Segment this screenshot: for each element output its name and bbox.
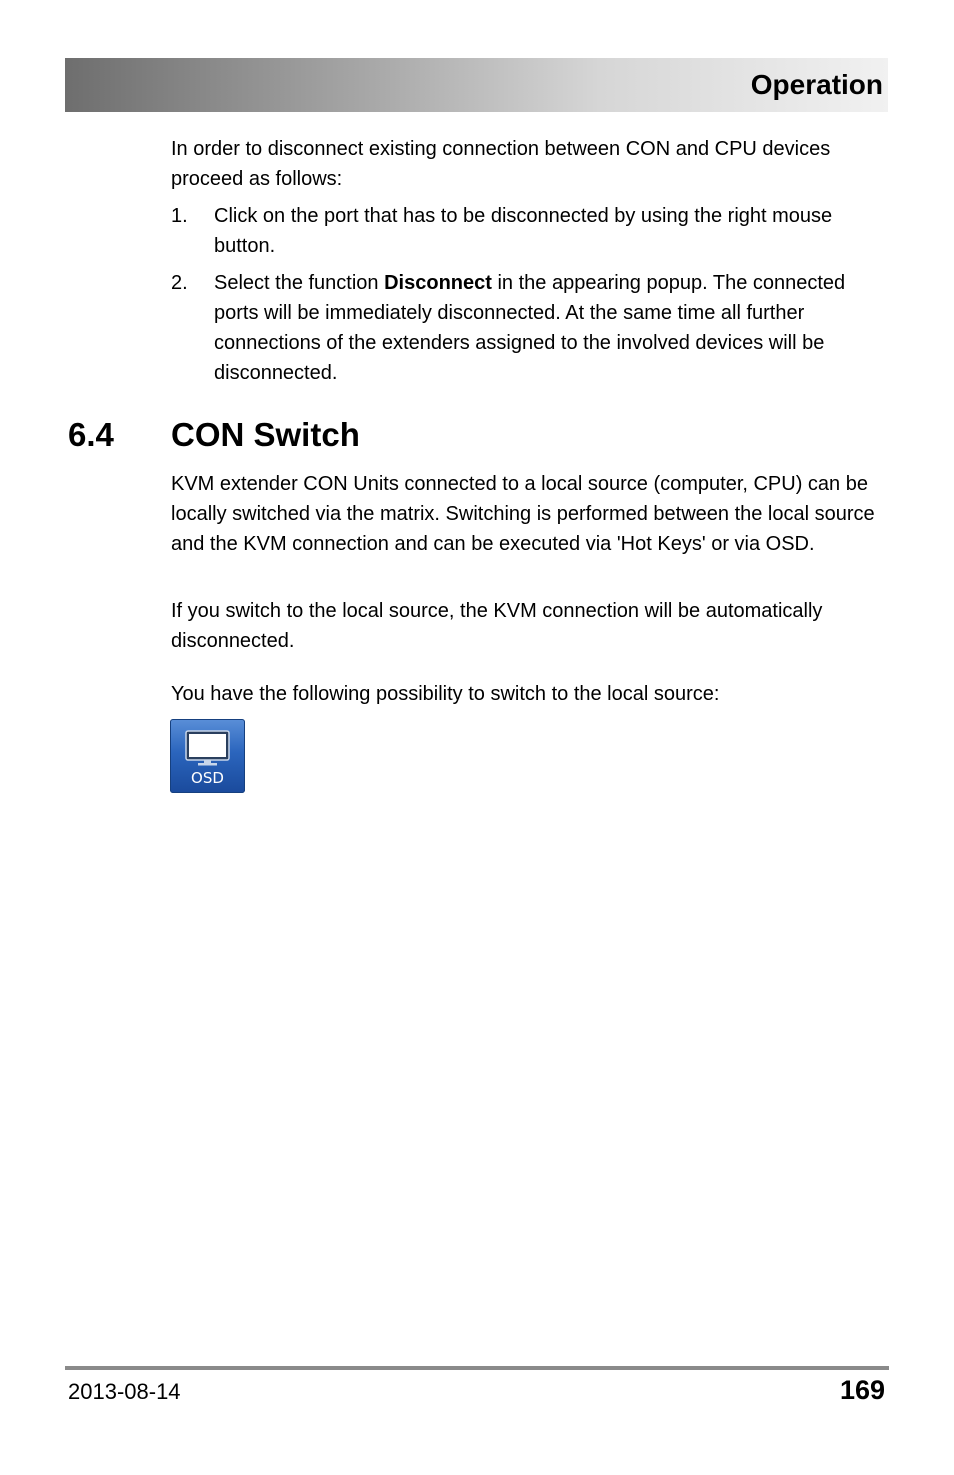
- body-paragraph-2: If you switch to the local source, the KVM connection will be automatically disconnected.: [171, 600, 823, 652]
- page-number: 169: [839, 1375, 885, 1405]
- section-title: CON Switch: [171, 416, 360, 453]
- step-number: 1.: [171, 205, 188, 227]
- intro-paragraph: In order to disconnect existing connection between CON and CPU devices proceed as follows:: [171, 138, 831, 190]
- body-paragraph-3: You have the following possibility to switch to the local source:: [171, 683, 720, 705]
- body-paragraph-1: KVM extender CON Units connected to a local source (computer, CPU) can be locally switched via the matrix. Switching is performed between the local source and the KVM connection and can be executed via 'Hot Keys' or via OSD.: [171, 473, 875, 555]
- header-bar: [65, 58, 888, 112]
- osd-button[interactable]: [170, 719, 245, 793]
- header-title: Operation: [750, 69, 883, 100]
- step-number: 2.: [171, 272, 188, 294]
- osd-label: OSD: [191, 769, 224, 787]
- footer-divider: [65, 1366, 889, 1370]
- function-name: Disconnect: [384, 272, 492, 294]
- step-text: Click on the port that has to be disconnected by using the right mouse button.: [214, 205, 833, 257]
- monitor-icon: [185, 730, 230, 768]
- section-number: 6.4: [68, 416, 114, 453]
- step-text: [214, 268, 894, 388]
- step-text-after: in the appearing popup. The connected ports will be immediately disconnected. At the same time all further connections of the extenders assigned to the involved devices will be disconnected.: [214, 272, 846, 384]
- footer-date: 2013-08-14: [68, 1379, 181, 1404]
- step-text-before: Select the function: [214, 272, 385, 294]
